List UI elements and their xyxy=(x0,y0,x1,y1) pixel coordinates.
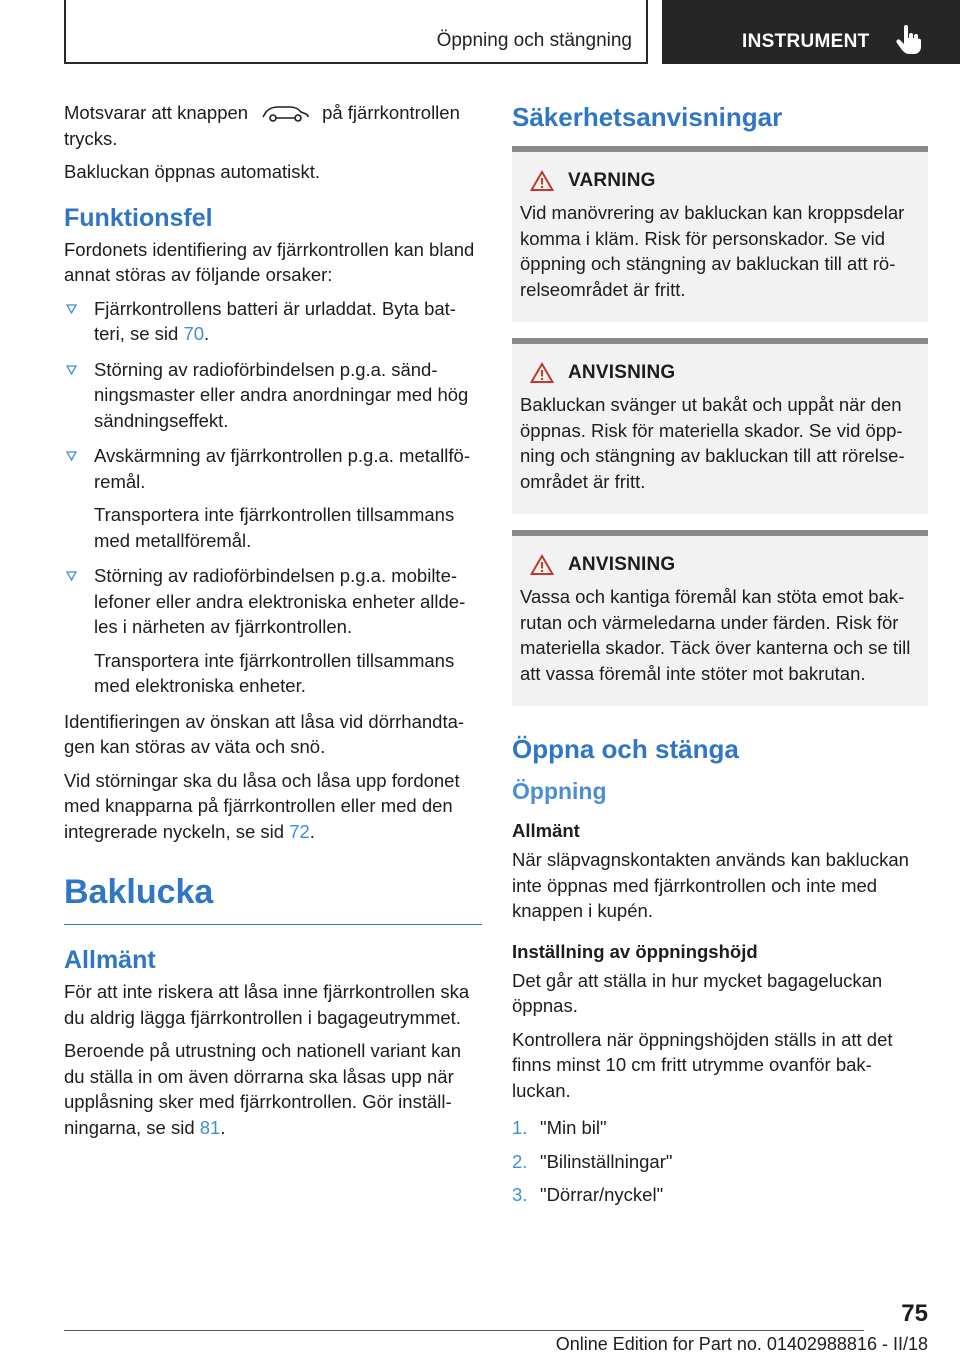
triangle-bullet-icon xyxy=(66,365,77,375)
intro-paragraph-2: Bakluckan öppnas automatiskt. xyxy=(64,161,321,182)
warning-triangle-icon xyxy=(530,554,554,576)
warning-title: VARNING xyxy=(568,170,656,191)
open-close-heading: Öppna och stänga xyxy=(512,734,739,764)
warning-text: Vid manövrering av bakluckan kan kroppsdelar komma i kläm. Risk för personskador. Se vid öppning och stängning av bakluckan till att rö-relseområdet är fritt. xyxy=(520,202,905,300)
header-section-box xyxy=(64,0,648,64)
footer-divider xyxy=(64,1330,864,1331)
funktionsfel-text: Fordonets identifiering av fjärrkontrollen kan bland annat störas av följande orsaker: xyxy=(64,238,475,285)
header-chapter-box xyxy=(662,0,960,64)
notice-box xyxy=(512,338,928,514)
warning-triangle-icon xyxy=(530,362,554,384)
page-link-81[interactable]: 81 xyxy=(199,1116,221,1138)
door-handle-paragraph: Identifieringen av önskan att låsa vid dörrhandta-gen kan störas av väta och snö. xyxy=(64,710,465,757)
notice-text: Vassa och kantiga föremål kan stöta emot bak-rutan och värmeledarna under färden. Risk för materiella skador. Täck över kanterna och se till att vassa föremål inte stöter mot bakrutan. xyxy=(520,586,911,684)
triangle-bullet-icon xyxy=(66,304,77,314)
list-item: Avskärmning av fjärrkontrollen p.g.a. metallfö-remål. Transportera inte fjärrkontrollen tillsammans med metallföremål. xyxy=(64,443,482,553)
safety-heading: Säkerhetsanvisningar xyxy=(512,102,783,132)
allmant-paragraph-2: Beroende på utrustning och nationell variant kan du ställa in om även dörrarna ska låsas upp när upplåsning sker med fjärrkontrollen. Gör inställ-ningarna, se sid 81. xyxy=(64,1040,461,1138)
notice-title: ANVISNING xyxy=(568,554,676,575)
notice-text: Bakluckan svänger ut bakåt och uppåt när den öppnas. Risk för materiella skador. Se vid öpp-ning och stängning av bakluckan till att rörelse-området är fritt. xyxy=(520,394,905,492)
intro-paragraph-1: Motsvarar att knappen på fjärrkontrollen trycks. xyxy=(64,102,460,149)
baklucka-heading: Baklucka xyxy=(64,870,482,925)
warning-triangle-icon xyxy=(530,170,554,192)
list-item: 3. "Dörrar/nyckel" xyxy=(512,1184,664,1205)
page-link-72[interactable]: 72 xyxy=(289,820,310,842)
lock-paragraph: Vid störningar ska du låsa och låsa upp fordonet med knapparna på fjärrkontrollen eller med den integrerade nyckeln, se sid 72. xyxy=(64,769,460,842)
general-heading: Allmänt xyxy=(512,820,580,841)
list-item: Störning av radioförbindelsen p.g.a. mobilte-lefoner eller andra elektroniska enheter allde-les i närheten av fjärrkontrollen. Transportera inte fjärrkontrollen tillsammans med elektroniska enheter. xyxy=(64,563,482,699)
list-item-continuation: Transportera inte fjärrkontrollen tillsammans med metallföremål. xyxy=(94,504,455,551)
allmant-heading: Allmänt xyxy=(64,946,156,974)
car-tailgate-icon xyxy=(260,103,310,123)
height-paragraph-1: Det går att ställa in hur mycket bagageluckan öppnas. xyxy=(512,969,883,1016)
funktionsfel-heading: Funktionsfel xyxy=(64,203,213,232)
hand-pointer-icon xyxy=(896,25,922,55)
list-item: 1. "Min bil" xyxy=(512,1117,607,1138)
opening-heading: Öppning xyxy=(512,778,607,804)
height-paragraph-2: Kontrollera när öppningshöjden ställs in att det finns minst 10 cm fritt utrymme ovanför bak-luckan. xyxy=(512,1028,893,1101)
page-link-70[interactable]: 70 xyxy=(183,323,205,344)
notice-title: ANVISNING xyxy=(568,362,676,383)
page-number: 75 xyxy=(901,1300,928,1327)
list-item: 2. "Bilinställningar" xyxy=(512,1150,673,1172)
list-item: Störning av radioförbindelsen p.g.a. sänd-ningsmaster eller andra anordningar med hög sändningseffekt. xyxy=(64,357,482,434)
list-item-continuation: Transportera inte fjärrkontrollen tillsammans med elektroniska enheter. xyxy=(94,649,455,696)
list-item: Fjärrkontrollens batteri är urladdat. Byta bat-teri, se sid 70. xyxy=(64,296,482,347)
fault-list xyxy=(64,296,482,699)
header-section-title: Öppning och stängning xyxy=(436,30,632,51)
warning-box xyxy=(512,146,928,322)
header-chapter-title: INSTRUMENT xyxy=(742,31,870,52)
triangle-bullet-icon xyxy=(66,451,77,461)
general-text: När släpvagnskontakten används kan bakluckan inte öppnas med fjärrkontrollen och inte med knappen i kupén. xyxy=(512,849,909,921)
right-column xyxy=(512,100,928,1216)
height-heading: Inställning av öppningshöjd xyxy=(512,940,758,962)
triangle-bullet-icon xyxy=(66,571,77,581)
left-column xyxy=(64,100,482,1148)
footer-edition: Online Edition for Part no. 01402988816 - II/18 xyxy=(555,1334,928,1354)
allmant-paragraph-1: För att inte riskera att låsa inne fjärrkontrollen ska du aldrig lägga fjärrkontrollen i bagageutrymmet. xyxy=(64,981,470,1028)
notice-box xyxy=(512,530,928,706)
steps-list xyxy=(512,1115,928,1208)
